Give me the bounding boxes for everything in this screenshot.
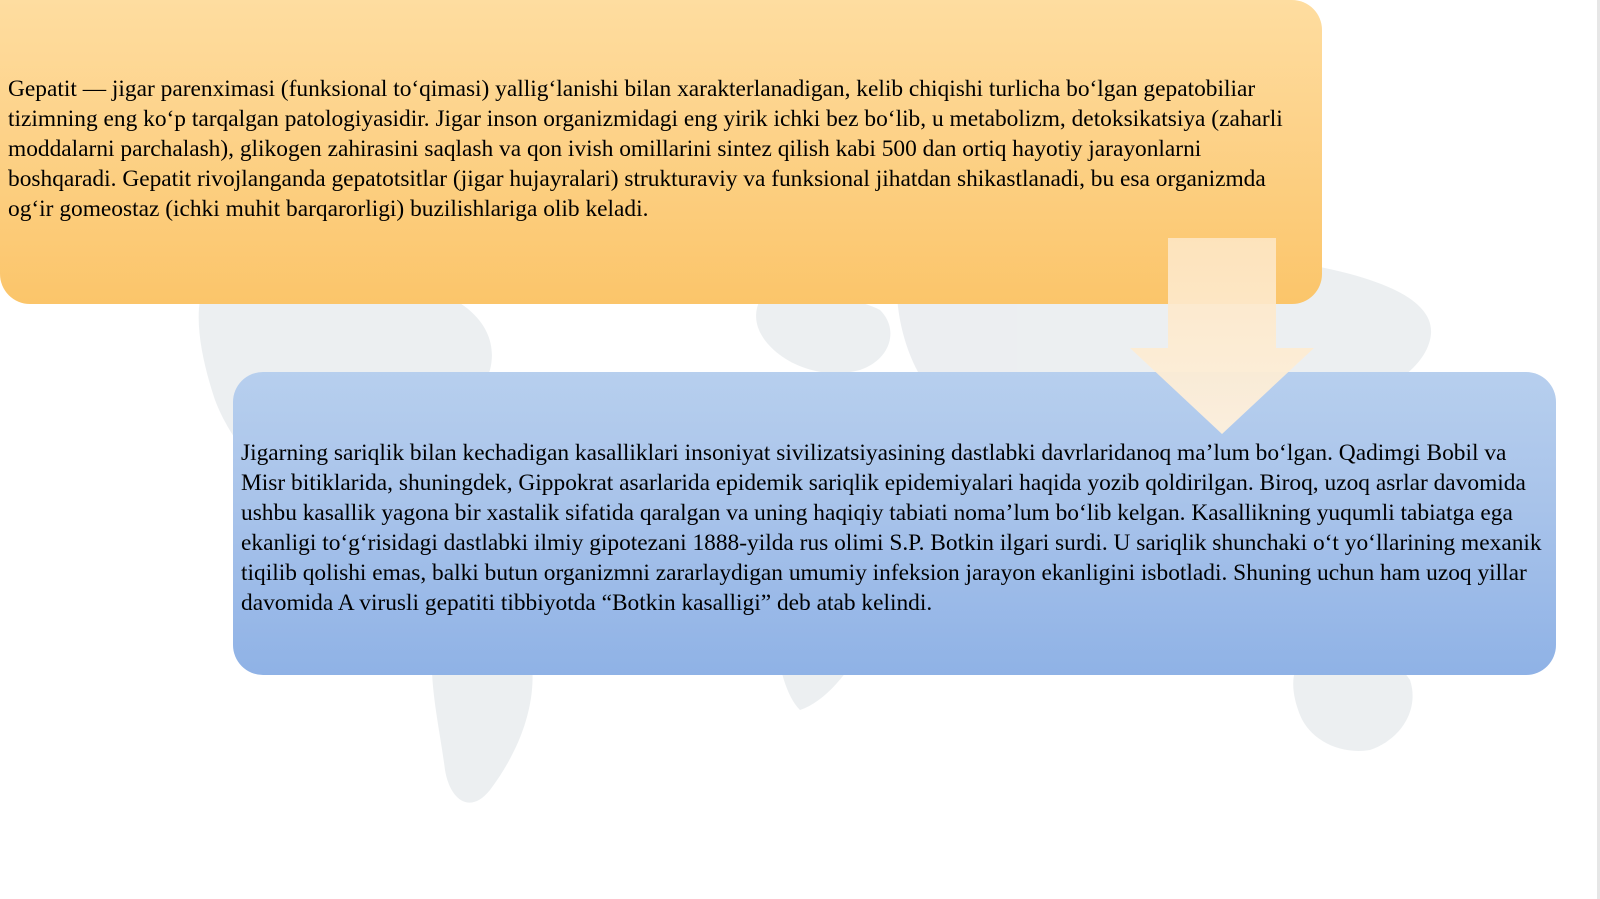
hepatitis-definition-box: [0, 0, 1322, 304]
hepatitis-definition-text: Gepatit — jigar parenximasi (funksional toʻqimasi) yalligʻlanishi bilan xarakterlanadigan, kelib chiqishi turlicha boʻlgan gepatobiliar tizimning eng koʻp tarqalgan patologiyasidir. Jigar inson organizmidagi eng yirik ichki bez boʻlib, u metabolizm, detoksikatsiya (zaharli moddalarni parchalash), glikogen zahirasini saqlash va qon ivish omillarini sintez qilish kabi 500 dan ortiq hayotiy jarayonlarni boshqaradi. Gepatit rivojlanganda gepatotsitlar (jigar hujayralari) strukturaviy va funksional jihatdan shikastlanadi, bu esa organizmda ogʻir gomeostaz (ichki muhit barqarorligi) buzilishlariga olib keladi.: [8, 76, 1283, 222]
down-arrow-icon: [1130, 238, 1314, 438]
hepatitis-history-text: Jigarning sariqlik bilan kechadigan kasalliklari insoniyat sivilizatsiyasining dastlabki davrlaridanoq ma’lum boʻlgan. Qadimgi Bobil va Misr bitiklarida, shuningdek, Gippokrat asarlarida epidemik sariqlik epidemiyalari haqida yozib qoldirilgan. Biroq, uzoq asrlar davomida ushbu kasallik yagona bir xastalik sifatida qaralgan va uning haqiqiy tabiati noma’lum boʻlib kelgan. Kasallikning yuqumli tabiatga ega ekanligi toʻgʻrisidagi dastlabki ilmiy gipotezani 1888-yilda rus olimi S.P. Botkin ilgari surdi. U sariqlik shunchaki oʻt yoʻllarining mexanik tiqilib qolishi emas, balki butun organizmni zararlaydigan umumiy infeksion jarayon ekanligini isbotladi. Shuning uchun ham uzoq yillar davomida A virusli gepatiti tibbiyotda “Botkin kasalligi” deb atab kelindi.: [241, 439, 1542, 616]
hepatitis-history-box: [233, 372, 1556, 675]
